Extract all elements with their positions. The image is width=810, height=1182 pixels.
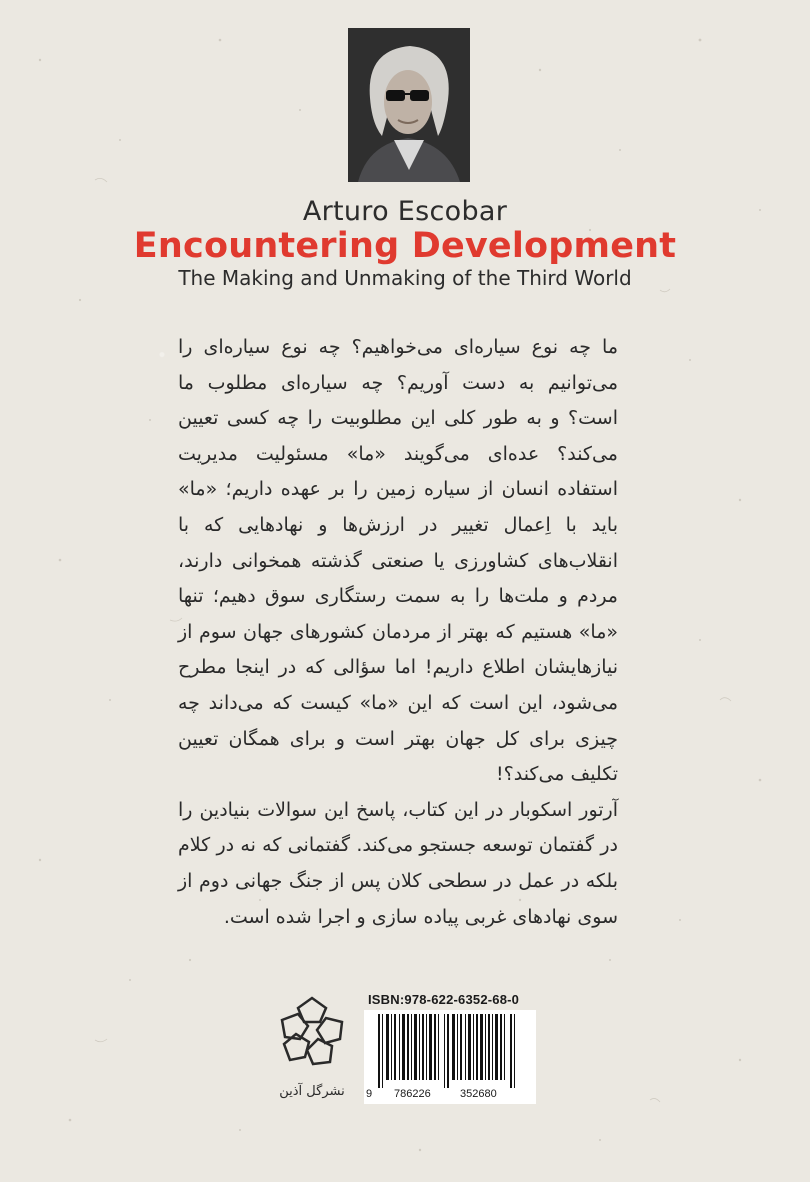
barcode-digits-right: 352680 <box>460 1088 497 1100</box>
book-subtitle: The Making and Unmaking of the Third World <box>178 266 632 290</box>
blurb-paragraph: آرتور اسکوبار در این کتاب، پاسخ این سوالات بنیادین را در گفتمان توسعه جستجو می‌کند. گفتمانی که نه در کلام بلکه در عمل در سطحی کلان پس از جنگ جهانی دوم از سوی نهادهای غربی پیاده سازی و اجرا شده است. <box>178 798 618 928</box>
barcode-digit-lead: 9 <box>366 1088 373 1100</box>
blurb-text <box>178 330 618 935</box>
publisher-logo-icon <box>272 992 352 1072</box>
barcode-digits-left: 786226 <box>394 1088 431 1100</box>
author-name: Arturo Escobar <box>302 196 508 227</box>
barcode <box>364 1010 536 1104</box>
barcode-bars <box>370 1014 530 1088</box>
author-photo <box>348 28 470 182</box>
book-title: Encountering Development <box>133 226 677 266</box>
publisher-name: نشرگل آذین <box>279 1084 345 1099</box>
isbn-label: ISBN:978-622-6352-68-0 <box>368 992 520 1007</box>
blurb-paragraph: ما چه نوع سیاره‌ای می‌خواهیم؟ چه نوع سیاره‌ای را می‌توانیم به دست آوریم؟ چه سیاره‌ای مطلوب ما است؟ و به طور کلی این مطلوبیت را چه کسی تعیین می‌کند؟ عده‌ای می‌گویند «ما» مسئولیت مدیریت استفاده انسان از سیاره زمین را بر عهده داریم؛ «ما» باید با اِعمال تغییر در ارزش‌ها و نهادهایی که با انقلاب‌های کشاورزی یا صنعتی گذشته همخوانی دارند، مردم و ملت‌ها را به سمت رستگاری سوق دهیم؛ تنها «ما» هستیم که بهتر از مردمان کشورهای جهان سوم از نیازهایشان اطلاع داریم! اما سؤالی که در اینجا مطرح می‌شود، این است که این «ما» کیست که می‌داند چه چیزی برای کل جهان بهتر است و برای همگان تعیین تکلیف می‌کند؟! <box>178 336 618 786</box>
